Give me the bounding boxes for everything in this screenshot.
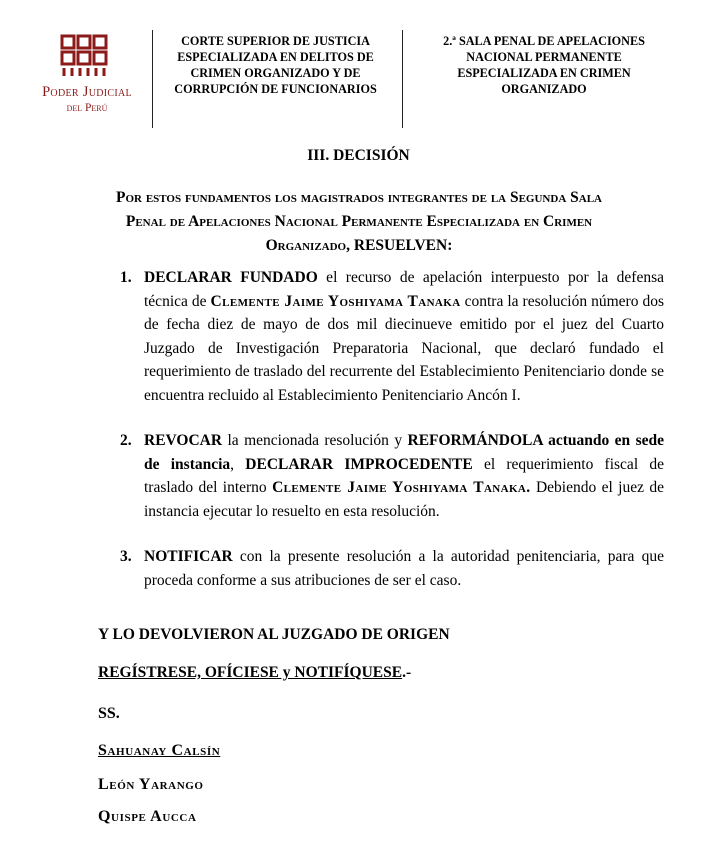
item-text: el requerimiento fiscal de traslado del interno <box>144 455 664 496</box>
registrese-line <box>98 664 411 682</box>
item-number: 1. <box>120 269 132 286</box>
court-name: CORTE SUPERIOR DE JUSTICIA ESPECIALIZADA EN DELITOS DE CRIMEN ORGANIZADO Y DE CORRUPCIÓN DE FUNCIONARIOS <box>174 34 377 96</box>
document-header <box>0 0 717 114</box>
item-number: 2. <box>120 432 132 449</box>
header-divider-left <box>152 30 153 128</box>
poder-judicial-emblem-icon <box>60 34 108 78</box>
logo-text-poder-judicial: Poder Judicial <box>42 84 132 100</box>
item-text: Debiendo el juez de instancia ejecutar lo resuelto en esta resolución. <box>144 479 664 520</box>
item-number: 3. <box>120 548 132 565</box>
item-bold-text: DECLARAR IMPROCEDENTE <box>245 455 473 473</box>
registrese-text: REGÍSTRESE, OFÍCIESE y NOTIFÍQUESE <box>98 664 403 681</box>
judge-name-1: Sahuanay Calsín <box>98 742 221 759</box>
intro-resuelven: RESUELVEN: <box>350 237 453 254</box>
item-text: contra la resolución número dos de fecha diez de mayo de dos mil diecinueve emitido por el juez del Cuarto Juzgado de Investigación Preparatoria Nacional, que declaró fundado el requerimiento de traslado del recurrente del Establecimiento Penitenciario donde se encuentra recluido al Establecimiento Penitenciario Ancón I. <box>144 292 664 404</box>
resolution-list <box>98 266 664 592</box>
resolution-item-3 <box>98 545 664 592</box>
resolution-item-1 <box>98 266 664 407</box>
decision-intro <box>98 186 620 258</box>
judge-name-2: León Yarango <box>98 776 204 793</box>
item-text: , <box>230 455 246 473</box>
item-bold-text: REFORMÁNDOLA actuando en sede de instancia <box>144 432 664 473</box>
item-lead: NOTIFICAR <box>144 548 233 565</box>
intro-text: Por estos fundamentos los magistrados integrantes de la Segunda Sala Penal de Apelaciones Nacional Permanente Especializada en Crimen Organizado, <box>116 189 602 254</box>
defendant-name: Clemente Jaime Yoshiyama Tanaka. <box>272 479 531 496</box>
item-lead: REVOCAR <box>144 432 223 449</box>
section-title: III. DECISIÓN <box>307 147 410 164</box>
item-lead: DECLARAR FUNDADO <box>144 269 318 286</box>
item-text: la mencionada resolución y <box>222 432 408 449</box>
item-text: con la presente resolución a la autoridad penitenciaria, para que proceda conforme a sus atribuciones de ser el caso. <box>144 548 664 589</box>
defendant-name: Clemente Jaime Yoshiyama Tanaka <box>210 292 461 310</box>
registrese-end: .- <box>402 664 412 681</box>
sala-name: 2.ª SALA PENAL DE APELACIONES NACIONAL PERMANENTE ESPECIALIZADA EN CRIMEN ORGANIZADO <box>443 34 645 96</box>
judge-name-3: Quispe Aucca <box>98 808 197 825</box>
devolvieron-line: Y LO DEVOLVIERON AL JUZGADO DE ORIGEN <box>98 626 450 643</box>
item-text: el recurso de apelación interpuesto por la defensa técnica de <box>144 269 664 310</box>
ss-line: SS. <box>98 705 120 722</box>
poder-judicial-logo <box>28 30 146 122</box>
resolution-item-2 <box>98 429 664 523</box>
header-divider-right <box>402 30 403 128</box>
logo-text-del-peru: del Perú <box>66 102 108 114</box>
